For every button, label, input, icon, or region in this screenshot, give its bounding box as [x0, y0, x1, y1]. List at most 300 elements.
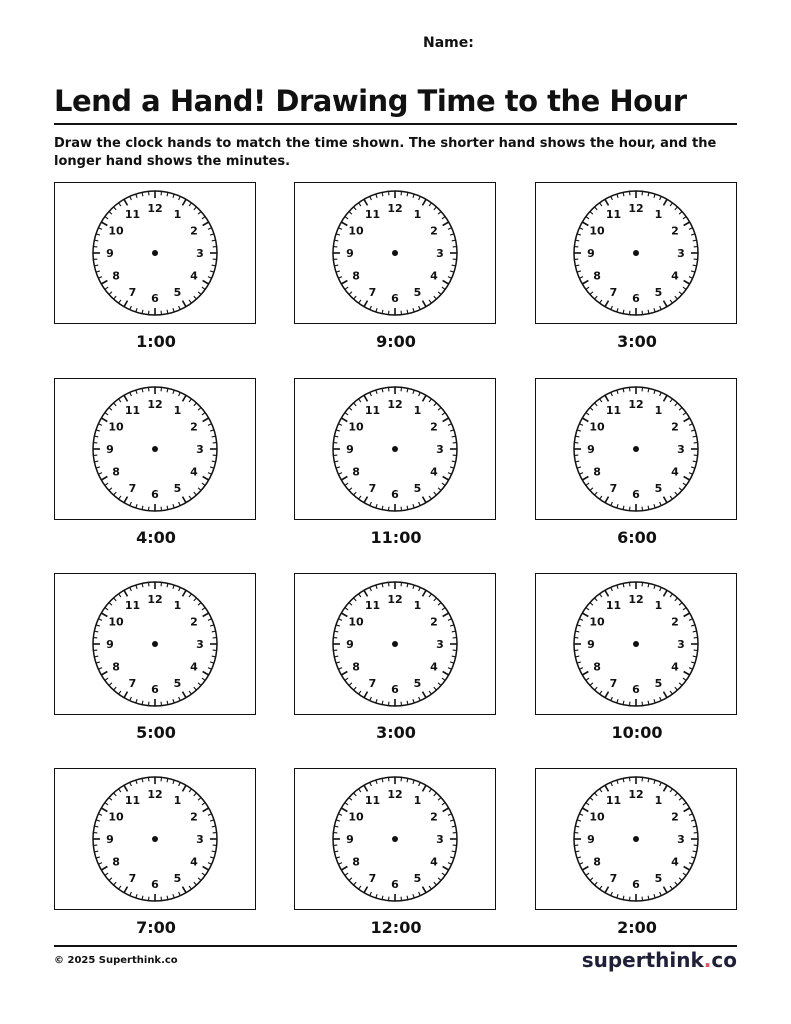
minute-tick — [109, 878, 112, 881]
hour-tick — [443, 808, 449, 812]
minute-tick — [683, 608, 686, 610]
clock-face-icon — [572, 775, 700, 903]
minute-tick — [210, 662, 214, 663]
minute-tick — [194, 687, 197, 690]
minute-tick — [617, 699, 618, 703]
minute-tick — [173, 390, 174, 394]
clock-drawing-area[interactable] — [294, 573, 496, 715]
clock-numeral: 1 — [173, 794, 182, 808]
minute-tick — [114, 882, 117, 885]
minute-tick — [338, 277, 342, 279]
minute-tick — [617, 390, 618, 394]
clock-numeral: 11 — [364, 404, 381, 418]
hour-tick — [203, 477, 209, 481]
clock-drawing-area[interactable] — [535, 378, 737, 520]
minute-tick — [413, 894, 414, 898]
minute-tick — [119, 886, 121, 889]
clock-drawing-area[interactable] — [535, 182, 737, 324]
minute-tick — [448, 814, 452, 816]
minute-tick — [577, 271, 581, 272]
minute-tick — [617, 894, 618, 898]
minute-tick — [345, 873, 348, 875]
minute-tick — [359, 886, 361, 889]
hour-tick — [605, 395, 609, 401]
minute-tick — [202, 287, 205, 289]
minute-tick — [689, 228, 693, 230]
minute-tick — [198, 798, 201, 801]
clock-drawing-area[interactable] — [294, 768, 496, 910]
hour-tick — [443, 281, 449, 285]
clock-numeral: 3 — [196, 247, 204, 260]
minute-tick — [617, 504, 618, 508]
minute-tick — [586, 287, 589, 289]
hour-tick — [423, 692, 427, 698]
minute-tick — [96, 234, 100, 235]
minute-tick — [189, 691, 191, 694]
clock-numeral: 8 — [593, 465, 601, 479]
minute-tick — [119, 300, 121, 303]
hour-tick — [101, 613, 107, 617]
hour-tick — [124, 785, 128, 791]
hour-tick — [684, 613, 690, 617]
clock-numeral: 11 — [605, 404, 622, 418]
clock-numeral: 10 — [589, 810, 605, 824]
clock-numeral: 12 — [147, 788, 163, 801]
minute-tick — [689, 814, 693, 816]
hour-tick — [124, 590, 128, 596]
clock-center-dot — [152, 250, 158, 256]
minute-tick — [611, 697, 613, 701]
clock-numeral: 2 — [430, 420, 438, 434]
minute-tick — [119, 496, 121, 499]
minute-tick — [577, 234, 581, 235]
clock-numeral: 1 — [173, 208, 182, 222]
minute-tick — [336, 234, 340, 235]
minute-tick — [413, 390, 414, 394]
minute-tick — [611, 196, 613, 200]
minute-tick — [448, 424, 452, 426]
minute-tick — [376, 390, 377, 394]
time-label: 3:00 — [376, 723, 416, 742]
clock-numeral: 12 — [387, 398, 403, 411]
minute-tick — [202, 873, 205, 875]
clock-drawing-area[interactable] — [535, 768, 737, 910]
minute-tick — [679, 683, 682, 686]
minute-tick — [336, 820, 340, 821]
hour-tick — [605, 497, 609, 503]
minute-tick — [683, 873, 686, 875]
worksheet-title: Lend a Hand! Drawing Time to the Hour — [54, 84, 687, 118]
minute-tick — [448, 863, 452, 865]
clock-numeral: 12 — [628, 202, 644, 215]
clock-center-dot — [633, 641, 639, 647]
minute-tick — [173, 894, 174, 898]
minute-tick — [600, 203, 602, 206]
minute-tick — [675, 598, 678, 601]
hour-tick — [605, 199, 609, 205]
clock-numeral: 10 — [348, 810, 364, 824]
minute-tick — [338, 668, 342, 670]
minute-tick — [419, 196, 421, 200]
minute-tick — [413, 780, 414, 784]
minute-tick — [434, 687, 437, 690]
minute-tick — [683, 803, 686, 805]
clock-numeral: 4 — [430, 269, 438, 283]
minute-tick — [119, 691, 121, 694]
minute-tick — [670, 399, 672, 402]
clock-cell-1 — [54, 182, 258, 351]
minute-tick — [590, 292, 593, 295]
clock-numeral: 2 — [190, 810, 198, 824]
clock-numeral: 5 — [413, 871, 422, 885]
clock-numeral: 6 — [391, 292, 399, 305]
hour-tick — [101, 477, 107, 481]
minute-tick — [105, 287, 108, 289]
minute-tick — [611, 782, 613, 786]
clock-numeral: 12 — [628, 593, 644, 606]
minute-tick — [442, 608, 445, 610]
minute-tick — [359, 203, 361, 206]
hour-tick — [582, 281, 588, 285]
minute-tick — [448, 228, 452, 230]
hour-tick — [124, 692, 128, 698]
clock-numeral: 1 — [413, 599, 422, 613]
minute-tick — [691, 857, 695, 858]
hour-tick — [124, 301, 128, 307]
hour-tick — [203, 867, 209, 871]
minute-tick — [109, 212, 112, 215]
minute-tick — [419, 892, 421, 896]
clock-numeral: 7 — [128, 676, 137, 690]
clock-numeral: 5 — [654, 481, 663, 495]
hour-tick — [582, 867, 588, 871]
minute-tick — [600, 691, 602, 694]
clock-numeral: 8 — [112, 855, 120, 869]
hour-tick — [582, 477, 588, 481]
minute-tick — [611, 892, 613, 896]
minute-tick — [359, 594, 361, 597]
minute-tick — [354, 296, 357, 299]
minute-tick — [114, 492, 117, 495]
clock-numeral: 11 — [124, 599, 141, 613]
minute-tick — [654, 308, 655, 312]
minute-tick — [611, 587, 613, 591]
minute-tick — [345, 413, 348, 415]
clock-drawing-area[interactable] — [535, 573, 737, 715]
minute-tick — [595, 296, 598, 299]
hour-tick — [364, 497, 368, 503]
minute-tick — [354, 793, 357, 796]
minute-tick — [354, 492, 357, 495]
minute-tick — [189, 496, 191, 499]
hour-tick — [684, 867, 690, 871]
minute-tick — [600, 399, 602, 402]
hour-tick — [183, 199, 187, 205]
clock-numeral: 6 — [632, 488, 640, 501]
minute-tick — [442, 803, 445, 805]
minute-tick — [434, 207, 437, 210]
clock-numeral: 8 — [593, 855, 601, 869]
minute-tick — [442, 483, 445, 485]
clock-numeral: 10 — [108, 224, 124, 238]
minute-tick — [130, 392, 132, 396]
minute-tick — [338, 863, 342, 865]
minute-tick — [448, 473, 452, 475]
minute-tick — [438, 488, 441, 491]
clock-numeral: 9 — [106, 833, 114, 846]
clock-numeral: 11 — [364, 794, 381, 808]
clock-face-icon — [331, 775, 459, 903]
minute-tick — [450, 234, 454, 235]
minute-tick — [429, 399, 431, 402]
title-divider — [54, 123, 737, 125]
hour-tick — [364, 692, 368, 698]
minute-tick — [336, 857, 340, 858]
clock-cell-3 — [535, 182, 739, 351]
brand-main: superthink — [581, 948, 704, 972]
clock-face-icon — [572, 580, 700, 708]
minute-tick — [370, 306, 372, 310]
hour-tick — [605, 887, 609, 893]
minute-tick — [679, 488, 682, 491]
hour-tick — [101, 672, 107, 676]
hour-tick — [203, 281, 209, 285]
minute-tick — [450, 625, 454, 626]
minute-tick — [179, 587, 181, 591]
hour-tick — [124, 395, 128, 401]
minute-tick — [98, 863, 102, 865]
name-label: Name: — [423, 35, 474, 51]
minute-tick — [577, 820, 581, 821]
minute-tick — [660, 196, 662, 200]
minute-tick — [109, 408, 112, 411]
clock-numeral: 4 — [430, 465, 438, 479]
minute-tick — [429, 203, 431, 206]
clock-numeral: 12 — [147, 202, 163, 215]
clock-numeral: 2 — [671, 420, 679, 434]
minute-tick — [194, 207, 197, 210]
minute-tick — [173, 780, 174, 784]
minute-tick — [450, 820, 454, 821]
minute-tick — [338, 473, 342, 475]
clock-numeral: 1 — [173, 404, 182, 418]
minute-tick — [691, 430, 695, 431]
hour-tick — [664, 301, 668, 307]
minute-tick — [198, 408, 201, 411]
minute-tick — [670, 886, 672, 889]
hour-tick — [183, 301, 187, 307]
minute-tick — [354, 598, 357, 601]
minute-tick — [194, 296, 197, 299]
minute-tick — [434, 882, 437, 885]
minute-tick — [670, 203, 672, 206]
clock-numeral: 12 — [147, 593, 163, 606]
clock-cell-5 — [294, 378, 498, 547]
clock-numeral: 9 — [587, 638, 595, 651]
minute-tick — [336, 625, 340, 626]
minute-tick — [448, 619, 452, 621]
minute-tick — [349, 683, 352, 686]
minute-tick — [119, 203, 121, 206]
clock-center-dot — [392, 641, 398, 647]
minute-tick — [429, 886, 431, 889]
hour-tick — [101, 222, 107, 226]
clock-numeral: 3 — [436, 833, 444, 846]
time-label: 4:00 — [136, 528, 176, 547]
brand-tld: co — [711, 948, 737, 972]
minute-tick — [109, 488, 112, 491]
clock-numeral: 1 — [173, 599, 182, 613]
minute-tick — [670, 300, 672, 303]
minute-tick — [675, 296, 678, 299]
minute-tick — [675, 882, 678, 885]
minute-tick — [429, 789, 431, 792]
minute-tick — [370, 587, 372, 591]
minute-tick — [670, 691, 672, 694]
hour-tick — [605, 692, 609, 698]
minute-tick — [173, 308, 174, 312]
minute-tick — [670, 594, 672, 597]
minute-tick — [691, 662, 695, 663]
clock-numeral: 8 — [112, 660, 120, 674]
clock-drawing-area[interactable] — [294, 378, 496, 520]
hour-tick — [423, 497, 427, 503]
minute-tick — [660, 697, 662, 701]
hour-tick — [364, 887, 368, 893]
minute-tick — [98, 619, 102, 621]
minute-tick — [654, 894, 655, 898]
clock-numeral: 7 — [368, 676, 377, 690]
clock-numeral: 10 — [108, 810, 124, 824]
clock-numeral: 3 — [677, 833, 685, 846]
minute-tick — [590, 878, 593, 881]
clock-face-icon — [91, 580, 219, 708]
minute-tick — [96, 430, 100, 431]
hour-tick — [203, 222, 209, 226]
minute-tick — [208, 228, 212, 230]
clock-numeral: 4 — [430, 855, 438, 869]
minute-tick — [675, 793, 678, 796]
minute-tick — [448, 277, 452, 279]
minute-tick — [654, 504, 655, 508]
hour-tick — [582, 613, 588, 617]
minute-tick — [210, 625, 214, 626]
clock-numeral: 12 — [387, 788, 403, 801]
minute-tick — [189, 789, 191, 792]
clock-drawing-area[interactable] — [54, 768, 256, 910]
minute-tick — [586, 803, 589, 805]
minute-tick — [419, 782, 421, 786]
clock-cell-11 — [294, 768, 498, 937]
clock-numeral: 3 — [436, 247, 444, 260]
minute-tick — [189, 886, 191, 889]
clock-numeral: 11 — [124, 794, 141, 808]
clock-numeral: 8 — [352, 465, 360, 479]
clock-numeral: 1 — [413, 404, 422, 418]
minute-tick — [660, 587, 662, 591]
minute-tick — [691, 467, 695, 468]
clock-numeral: 7 — [609, 676, 618, 690]
clock-numeral: 3 — [677, 443, 685, 456]
minute-tick — [96, 662, 100, 663]
clock-numeral: 11 — [605, 599, 622, 613]
hour-tick — [443, 418, 449, 422]
hour-tick — [183, 887, 187, 893]
minute-tick — [683, 217, 686, 219]
hour-tick — [443, 867, 449, 871]
minute-tick — [338, 619, 342, 621]
clock-face-icon — [91, 189, 219, 317]
hour-tick — [364, 785, 368, 791]
hour-tick — [684, 281, 690, 285]
minute-tick — [336, 467, 340, 468]
clock-numeral: 3 — [436, 638, 444, 651]
clock-numeral: 1 — [654, 794, 663, 808]
minute-tick — [679, 212, 682, 215]
clock-center-dot — [152, 446, 158, 452]
minute-tick — [198, 292, 201, 295]
hour-tick — [664, 199, 668, 205]
clock-cell-7 — [54, 573, 258, 742]
clock-numeral: 8 — [593, 660, 601, 674]
minute-tick — [359, 300, 361, 303]
minute-tick — [617, 194, 618, 198]
minute-tick — [338, 228, 342, 230]
clock-numeral: 6 — [632, 292, 640, 305]
minute-tick — [438, 683, 441, 686]
clock-numeral: 10 — [589, 615, 605, 629]
clock-drawing-area[interactable] — [54, 378, 256, 520]
minute-tick — [202, 413, 205, 415]
minute-tick — [660, 392, 662, 396]
clock-numeral: 7 — [609, 481, 618, 495]
minute-tick — [173, 585, 174, 589]
minute-tick — [130, 196, 132, 200]
minute-tick — [376, 194, 377, 198]
minute-tick — [600, 789, 602, 792]
clock-center-dot — [633, 836, 639, 842]
hour-tick — [124, 887, 128, 893]
clock-numeral: 12 — [387, 593, 403, 606]
clock-numeral: 7 — [609, 285, 618, 299]
clock-numeral: 8 — [593, 269, 601, 283]
minute-tick — [136, 194, 137, 198]
minute-tick — [579, 814, 583, 816]
minute-tick — [600, 594, 602, 597]
clock-face-icon — [331, 580, 459, 708]
clock-cell-6 — [535, 378, 739, 547]
clock-numeral: 9 — [587, 247, 595, 260]
minute-tick — [590, 683, 593, 686]
clock-numeral: 11 — [364, 599, 381, 613]
clock-drawing-area[interactable] — [294, 182, 496, 324]
clock-drawing-area[interactable] — [54, 573, 256, 715]
minute-tick — [670, 789, 672, 792]
minute-tick — [689, 277, 693, 279]
clock-drawing-area[interactable] — [54, 182, 256, 324]
minute-tick — [679, 878, 682, 881]
clock-face-icon — [572, 189, 700, 317]
clock-numeral: 8 — [352, 269, 360, 283]
clock-numeral: 3 — [436, 443, 444, 456]
clock-center-dot — [633, 250, 639, 256]
minute-tick — [136, 894, 137, 898]
instructions: Draw the clock hands to match the time shown. The shorter hand shows the hour, and the longer hand shows the minutes. — [54, 136, 717, 169]
minute-tick — [579, 424, 583, 426]
clock-numeral: 4 — [671, 660, 679, 674]
minute-tick — [208, 473, 212, 475]
minute-tick — [595, 687, 598, 690]
